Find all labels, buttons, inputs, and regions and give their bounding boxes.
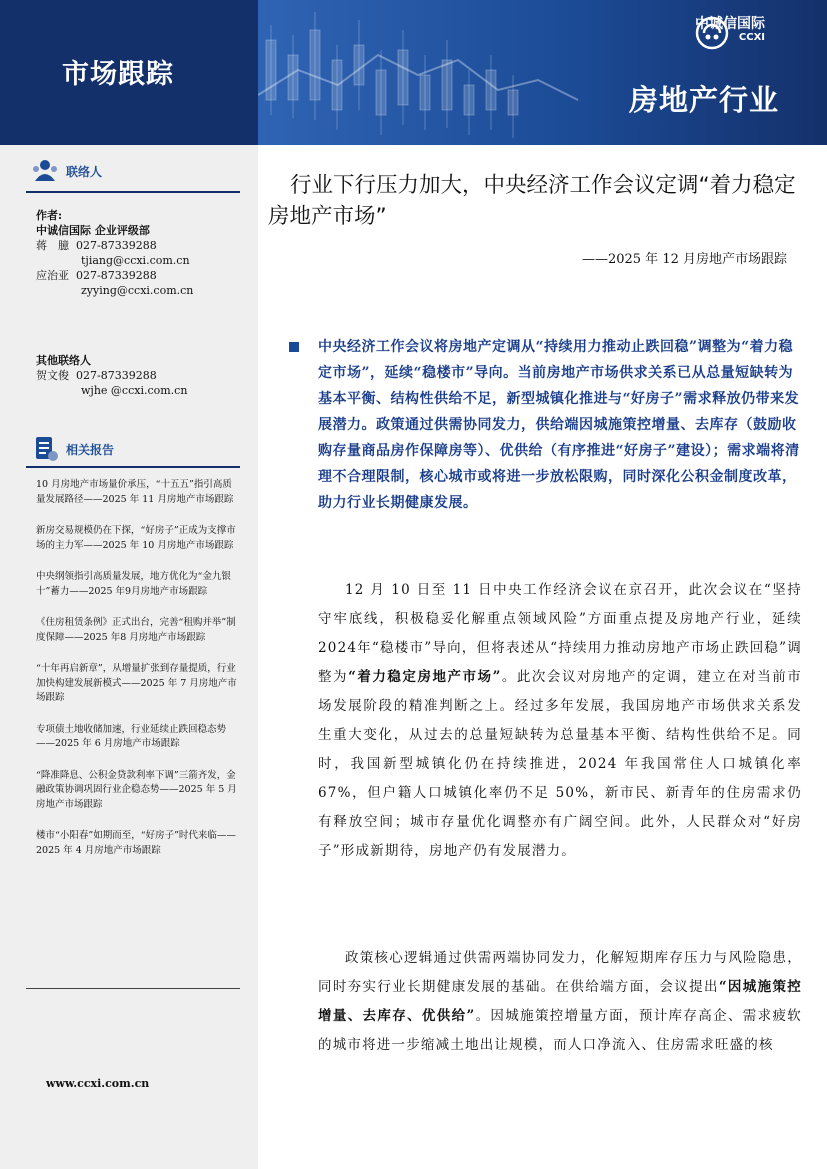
related-report-item[interactable]: 10 月房地产市场量价承压，“十五五”指引高质量发展路径——2025 年 11 月房地产市场跟踪 bbox=[36, 479, 234, 505]
related-report-item[interactable]: 中央纲领指引高质量发展，地方优化为“金九银十”蓄力——2025 年9月房地产市场跟踪 bbox=[36, 571, 231, 597]
p1-emphasis: “着力稳定房地产市场” bbox=[348, 669, 502, 685]
related-report-item[interactable]: 《住房租赁条例》正式出台，完善“租购并举”制度保障——2025 年8 月房地产市场跟踪 bbox=[36, 617, 236, 643]
section-title: 市场跟踪 bbox=[62, 59, 174, 90]
p2-text-a: 政策核心逻辑通过供需两端协同发力，化解短期库存压力与风险隐患，同时夯实行业长期健康发展的基础。在供给端方面，会议提出 bbox=[318, 950, 802, 995]
other-contact-label: 其他联络人 bbox=[36, 354, 91, 367]
contacts-heading bbox=[30, 156, 102, 186]
website-link[interactable]: www.ccxi.com.cn bbox=[46, 1077, 150, 1090]
logo-abbr: CCXI bbox=[738, 32, 765, 43]
reports-heading bbox=[30, 434, 114, 464]
other-contact-phone: 027-87339288 bbox=[76, 369, 157, 382]
summary-bullet-icon bbox=[289, 342, 299, 352]
author-2 bbox=[36, 268, 193, 283]
ccxi-logo bbox=[695, 16, 765, 44]
other-contact bbox=[36, 368, 187, 383]
ccxi-logo-icon bbox=[695, 16, 729, 50]
author-2-email[interactable]: zyying@ccxi.com.cn bbox=[81, 284, 194, 297]
other-contact-email[interactable]: wjhe @ccxi.com.cn bbox=[81, 384, 188, 397]
body-paragraph-1 bbox=[318, 576, 802, 866]
author-1-email[interactable]: tjiang@ccxi.com.cn bbox=[81, 254, 190, 267]
p2-emphasis: “因城施策控增量、去库存、优供给” bbox=[318, 979, 803, 1024]
related-report-item[interactable]: “降准降息、公积金贷款利率下调”三箭齐发，金融政策协调巩固行业企稳态势——2025 年 5 月房地产市场跟踪 bbox=[36, 769, 237, 810]
author-2-phone: 027-87339288 bbox=[76, 269, 157, 282]
p1-text-b: 。此次会议对房地产的定调，建立在对当前市场发展阶段的精准判断之上。经过多年发展，我国房地产市场供求关系发生重大变化，从过去的总量短缺转为总量基本平衡、结构性供给不足。同时，我国新型城镇化仍在持续推进，2024 年我国常住人口城镇化率 67%，但户籍人口城镇化率仍不足 50%，新市民、新青年的住房需求仍有释放空间；城市存量优化调整亦有广阔空间。此外，人民群众对“好房子”形成新期待，房地产仍有发展潜力。 bbox=[318, 669, 803, 859]
related-report-item[interactable]: 新房交易规模仍在下探，“好房子”正成为支撑市场的主力军——2025 年 10 月房地产市场跟踪 bbox=[36, 525, 236, 551]
reports-divider bbox=[26, 466, 240, 468]
document-icon bbox=[30, 434, 60, 464]
header-left-band bbox=[0, 0, 258, 145]
other-contact-block bbox=[36, 353, 187, 398]
author-1-phone: 027-87339288 bbox=[76, 239, 157, 252]
author-2-name: 应治亚 bbox=[36, 269, 69, 282]
author-1-name: 蒋 臆 bbox=[36, 239, 69, 252]
related-report-item[interactable]: 专项债土地收储加速，行业延续止跌回稳态势——2025 年 6 月房地产市场跟踪 bbox=[36, 723, 227, 749]
report-title: 行业下行压力加大，中央经济工作会议定调“着力稳定房地产市场” bbox=[268, 173, 796, 229]
industry-title: 房地产行业 bbox=[628, 83, 779, 117]
header-right-band bbox=[258, 0, 827, 145]
reports-heading-label: 相关报告 bbox=[66, 442, 115, 457]
report-subtitle: ——2025 年 12 月房地产市场跟踪 bbox=[581, 252, 787, 267]
p2-text-b: 。因城施策控增量方面，预计库存高企、需求疲软的城市将进一步缩减土地出让规模，而人口净流入、住房需求旺盛的核 bbox=[318, 1008, 803, 1053]
people-icon bbox=[30, 156, 60, 186]
author-org: 中诚信国际 企业评级部 bbox=[36, 224, 150, 237]
reports-end-divider bbox=[26, 988, 240, 989]
body-paragraph-2 bbox=[318, 944, 802, 1060]
author-label: 作者: bbox=[36, 209, 63, 222]
related-report-item[interactable]: 楼市“小阳春”如期而至，“好房子”时代来临——2025 年 4 月房地产市场跟踪 bbox=[36, 830, 236, 856]
related-reports-list bbox=[36, 478, 241, 875]
p1-text-a: 12 月 10 日至 11 日中央工作经济会议在京召开，此次会议在“坚持守牢底线，积极稳妥化解重点领域风险”方面重点提及房地产行业，延续2024年“稳楼市”导向，但将表述从“持续用力推动房地产市场止跌回稳”调整为 bbox=[318, 582, 802, 685]
contacts-heading-label: 联络人 bbox=[66, 164, 103, 179]
other-contact-name: 贺文俊 bbox=[36, 369, 69, 382]
related-report-item[interactable]: “十年再启新章”，从增量扩张到存量提质，行业加快构建发展新模式——2025 年 7 月房地产市场跟踪 bbox=[36, 663, 237, 703]
logo-name: 中诚信国际 bbox=[695, 16, 765, 32]
summary-paragraph: 中央经济工作会议将房地产定调从“持续用力推动止跌回稳”调整为“着力稳定市场”，延续“稳楼市”导向。当前房地产市场供求关系已从总量短缺转为基本平衡、结构性供给不足，新型城镇化推进与“好房子”需求释放仍带来发展潜力。政策通过供需协同发力，供给端因城施策控增量、去库存（鼓励收购存量商品房作保障房等）、优供给（有序推进“好房子”建设）；需求端将清理不合理限制，核心城市或将进一步放松限购，同时深化公积金制度改革，助力行业长期健康发展。 bbox=[318, 339, 800, 511]
contacts-divider bbox=[26, 191, 240, 193]
author-block bbox=[36, 208, 193, 298]
author-1 bbox=[36, 238, 193, 253]
